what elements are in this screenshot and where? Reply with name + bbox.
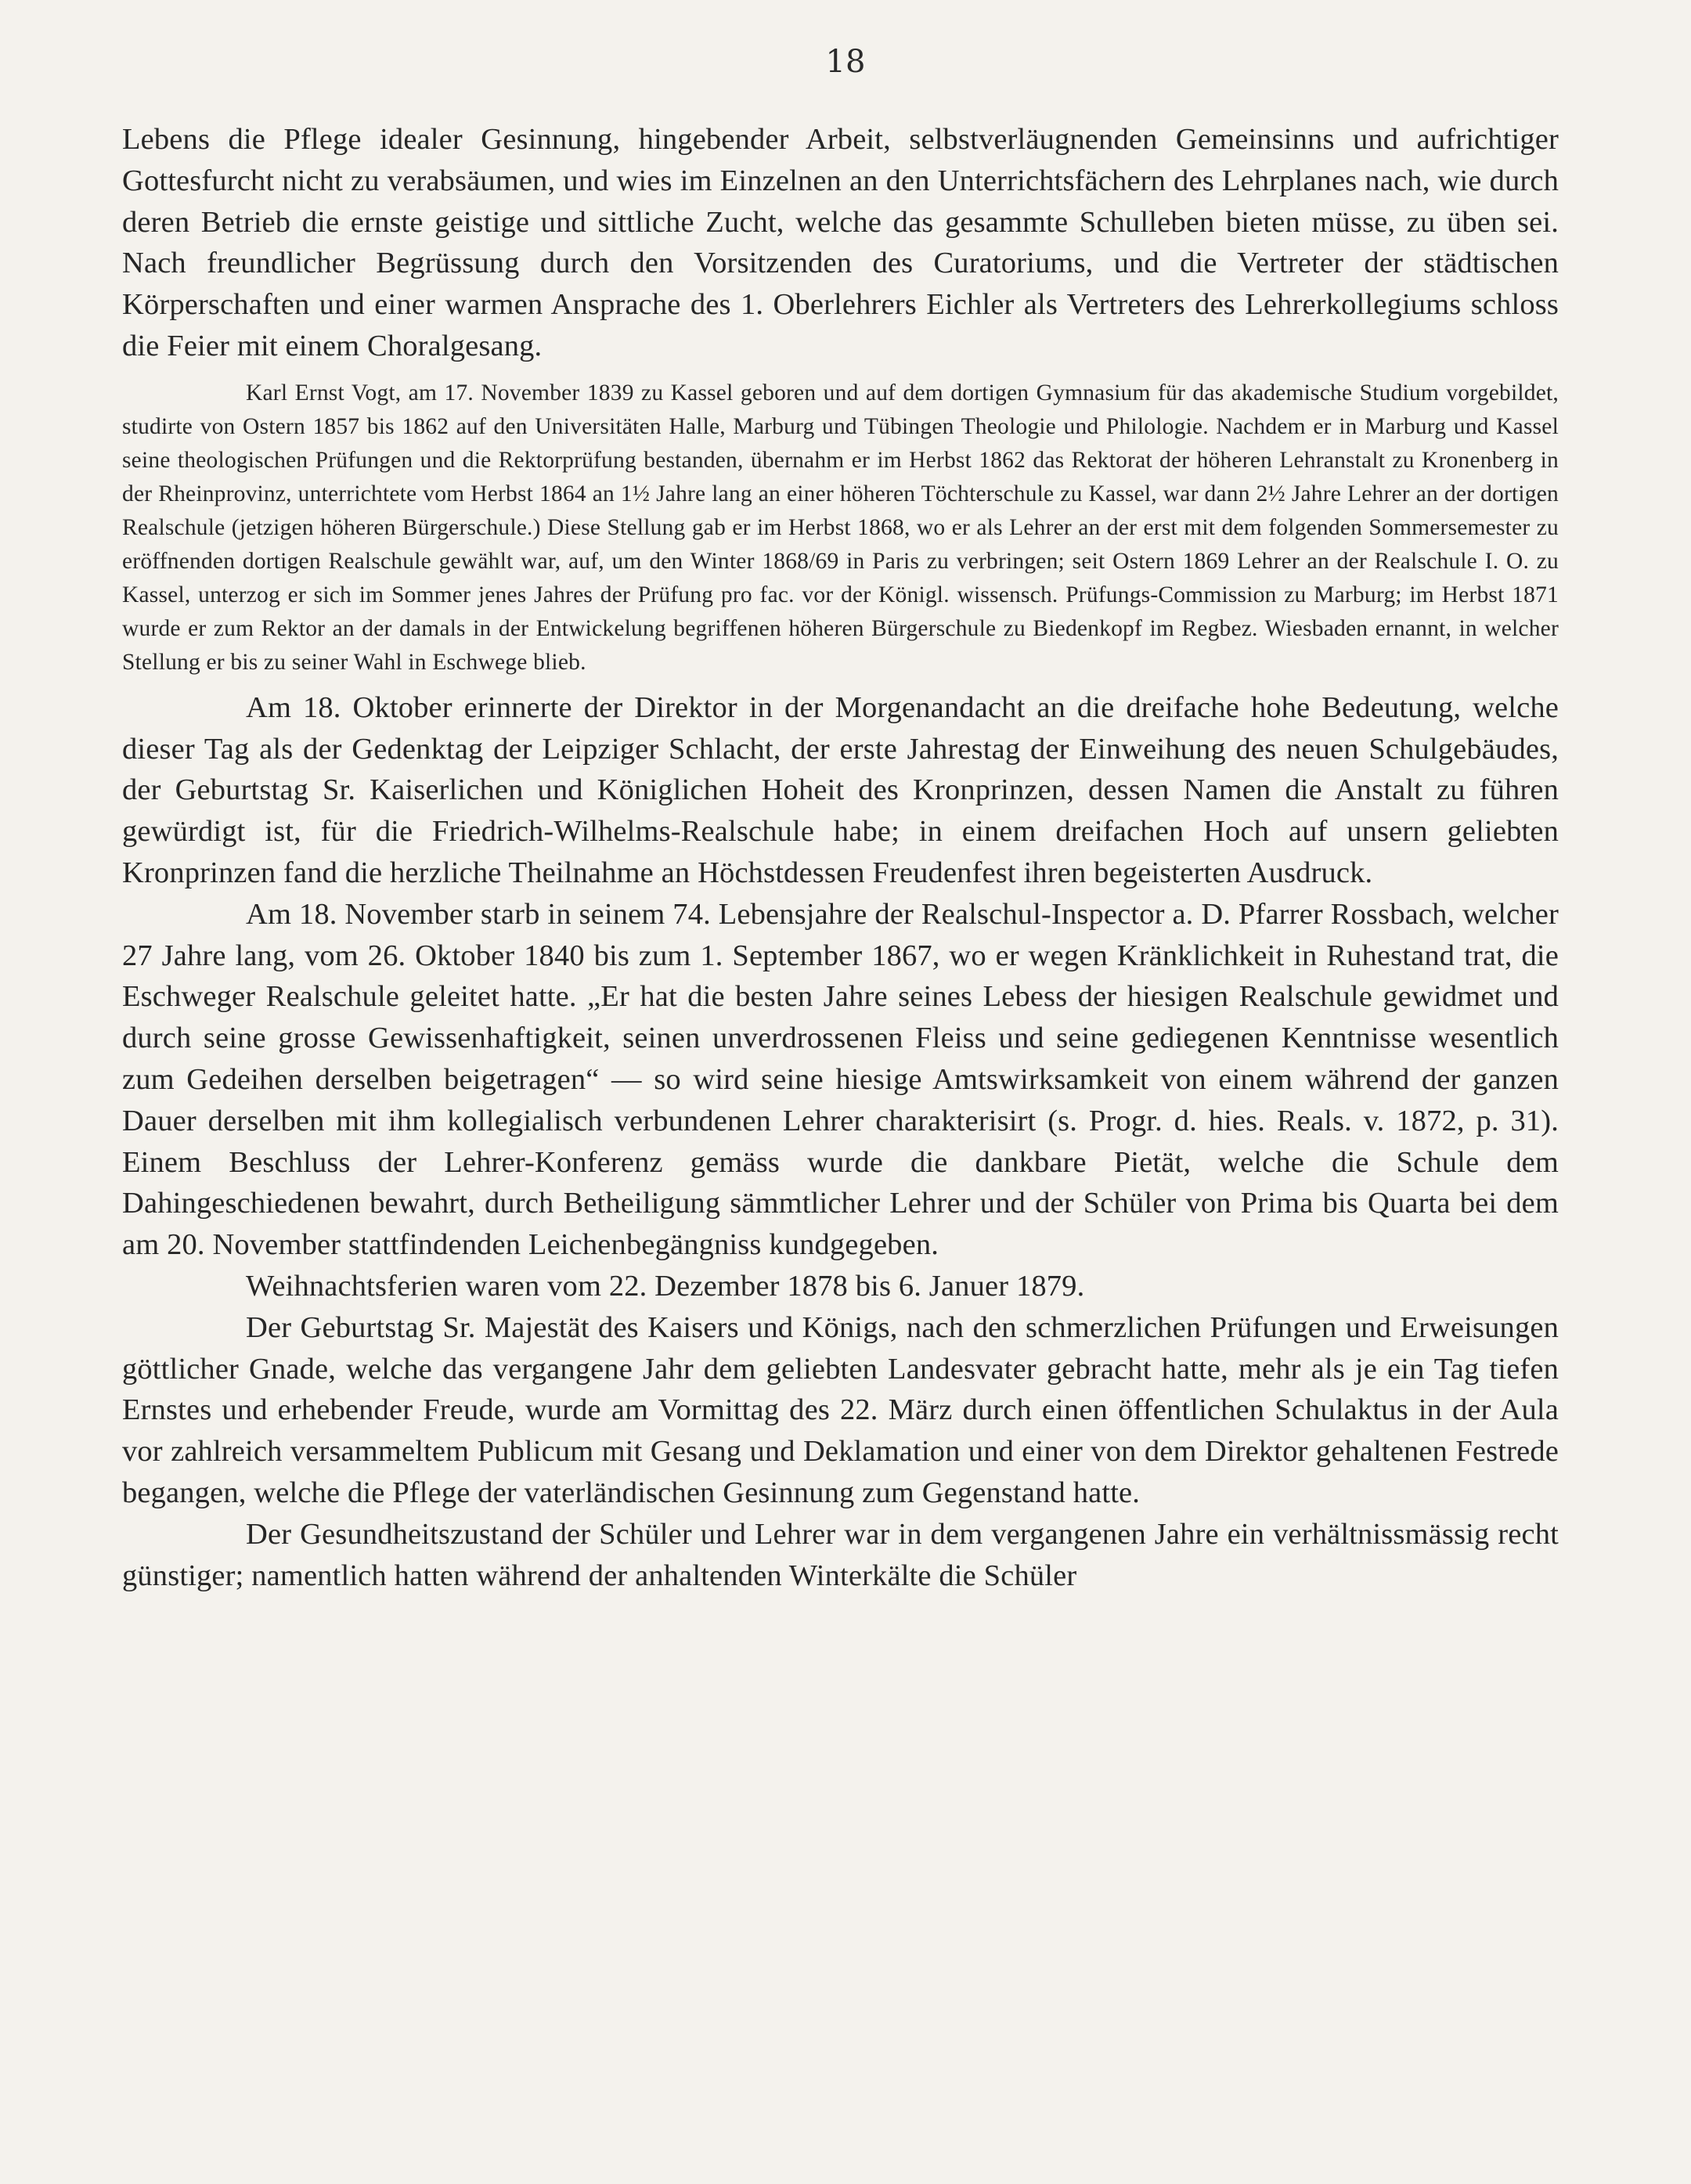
paragraph-christmas-holidays: Weihnachtsferien waren vom 22. Dezember 1878 bis 6. Januer 1879.: [246, 1269, 1085, 1303]
page-number: 18: [825, 44, 866, 80]
page-body: [122, 119, 1559, 1596]
biography-note: Karl Ernst Vogt, am 17. November 1839 zu Kassel geboren und auf dem dortigen Gymnasium für das akademische Studium vorgebildet, studirte von Ostern 1857 bis 1862 auf den Universitäten Halle, Marburg und Tübingen Theologie und Philologie. Nachdem er in Marburg und Kassel seine theologischen Prüfungen und die Rektorprüfung bestanden, übernahm er im Herbst 1862 das Rektorat der höheren Lehranstalt zu Kronenberg in der Rheinprovinz, unterrichtete vom Herbst 1864 an 1½ Jahre lang an einer höheren Töchterschule zu Kassel, war dann 2½ Jahre Lehrer an der dortigen Realschule (jetzigen höheren Bürgerschule.) Diese Stellung gab er im Herbst 1868, wo er als Lehrer an der erst mit dem folgenden Sommersemester zu eröffnenden dortigen Realschule gewählt war, auf, um den Winter 1868/69 in Paris zu verbringen; seit Ostern 1869 Lehrer an der Realschule I. O. zu Kassel, unterzog er sich im Sommer jenes Jahres der Prüfung pro fac. vor der Königl. wissensch. Prüfungs-Commission zu Marburg; im Herbst 1871 wurde er zum Rektor an der damals in der Entwickelung begriffenen höheren Bürgerschule zu Biedenkopf im Regbez. Wiesbaden ernannt, in welcher Stellung er bis zu seiner Wahl in Eschwege blieb.: [122, 380, 1559, 675]
paragraph-continuation: Lebens die Pflege idealer Gesinnung, hingebender Arbeit, selbstverläugnenden Gemeinsinns und aufrichtiger Gottesfurcht nicht zu verabsäumen, und wies im Einzelnen an den Unterrichtsfächern des Lehrplanes nach, wie durch deren Betrieb die ernste geistige und sittliche Zucht, welche das gesammte Schulleben bieten müsse, zu üben sei. Nach freundlicher Begrüssung durch den Vorsitzenden des Curatoriums, und die Vertreter der städtischen Körperschaften und einer warmen Ansprache des 1. Oberlehrers Eichler als Vertreters des Lehrerkollegiums schloss die Feier mit einem Choralgesang.: [122, 123, 1559, 362]
paragraph-october-18: Am 18. Oktober erinnerte der Direktor in der Morgenandacht an die dreifache hohe Bedeutung, welche dieser Tag als der Gedenktag der Leipziger Schlacht, der erste Jahrestag der Einweihung des neuen Schulgebäudes, der Geburtstag Sr. Kaiserlichen und Königlichen Hoheit des Kronprinzen, dessen Namen die Anstalt zu führen gewürdigt ist, für die Friedrich-Wilhelms-Realschule habe; in einem dreifachen Hoch auf unsern geliebten Kronprinzen fand die herzliche Theilnahme an Höchstdessen Freudenfest ihren begeisterten Ausdruck.: [122, 690, 1559, 889]
paragraph-health-status: Der Gesundheitszustand der Schüler und Lehrer war in dem vergangenen Jahre ein verhältnissmässig recht günstiger; namentlich hatten während der anhaltenden Winterkälte die Schüler: [122, 1517, 1559, 1592]
paragraph-november-18: Am 18. November starb in seinem 74. Lebensjahre der Realschul-Inspector a. D. Pfarrer Rossbach, welcher 27 Jahre lang, vom 26. Oktober 1840 bis zum 1. September 1867, wo er wegen Kränklichkeit in Ruhestand trat, die Eschweger Realschule geleitet hatte. „Er hat die besten Jahre seines Lebess der hiesigen Realschule gewidmet und durch seine grosse Gewissenhaftigkeit, seinen unverdrossenen Fleiss und seine gediegenen Kenntnisse wesentlich zum Gedeihen derselben beigetragen“ — so wird seine hiesige Amtswirksamkeit von einem während der ganzen Dauer derselben mit ihm kollegialisch verbundenen Lehrer charakterisirt (s. Progr. d. hies. Reals. v. 1872, p. 31). Einem Beschluss der Lehrer-Konferenz gemäss wurde die dankbare Pietät, welche die Schule dem Dahingeschiedenen bewahrt, durch Betheiligung sämmtlicher Lehrer und der Schüler von Prima bis Quarta bei dem am 20. November stattfindenden Leichenbegängniss kundgegeben.: [122, 897, 1559, 1262]
paragraph-emperor-birthday: Der Geburtstag Sr. Majestät des Kaisers und Königs, nach den schmerzlichen Prüfungen und Erweisungen göttlicher Gnade, welche das vergangene Jahr dem geliebten Landesvater gebracht hatte, mehr als je ein Tag tiefen Ernstes und erhebender Freude, wurde am Vormittag des 22. März durch einen öffentlichen Schulaktus in der Aula vor zahlreich versammeltem Publicum mit Gesang und Deklamation und einer von dem Direktor gehaltenen Festrede begangen, welche die Pflege der vaterländischen Gesinnung zum Gegenstand hatte.: [122, 1310, 1559, 1509]
